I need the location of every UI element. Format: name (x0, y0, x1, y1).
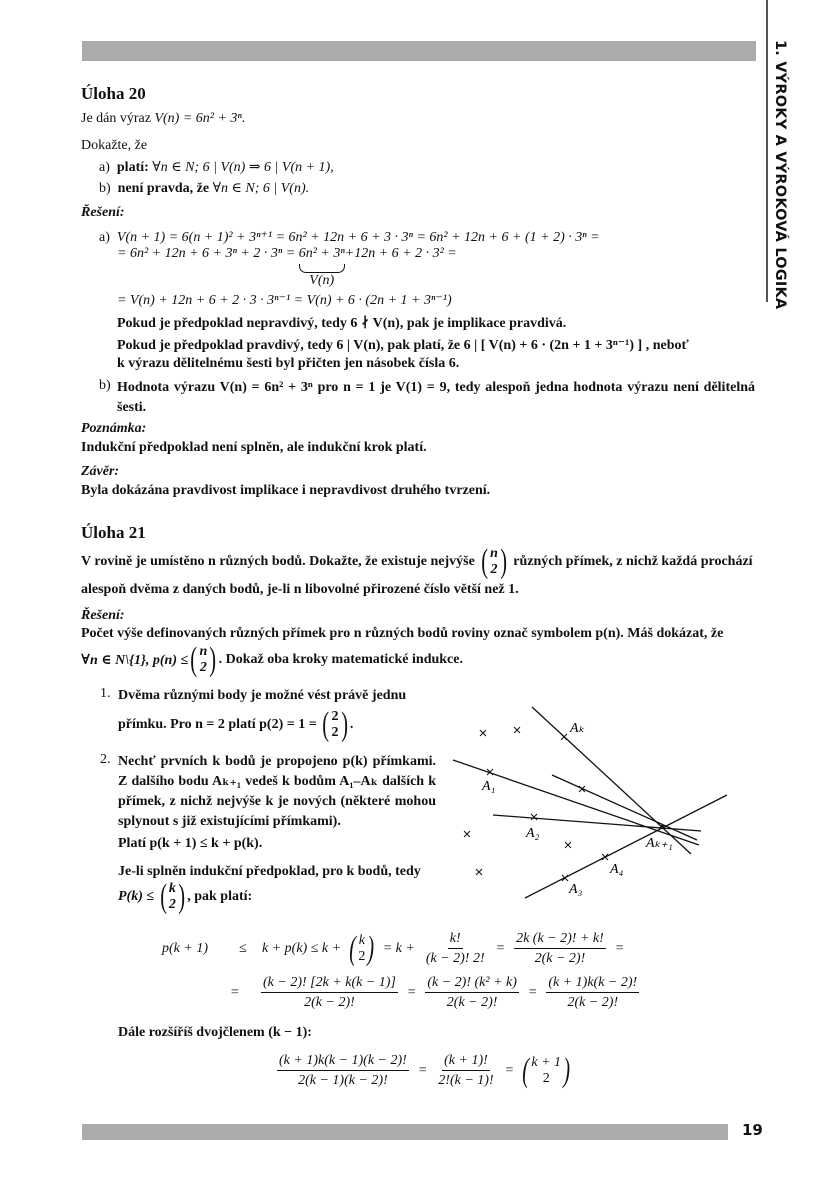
binom-top: k + 1 (531, 1054, 562, 1070)
numerator: (k − 2)! (k² + k) (425, 974, 519, 993)
item-text: není pravda, že (117, 181, 213, 196)
step1-text: Dvěma různými body je možné vést právě jednu přímku. Pro n = 2 platí p(2) = 1 = ( 2 2 ) . (118, 688, 407, 743)
derivation-lhs: p(k + 1) (162, 940, 208, 956)
binomial: ( 2 2 ) (322, 706, 348, 743)
intro-expr: V(n) = 6n² + 3ⁿ. (154, 111, 246, 126)
prove-label: Dokažte, že (81, 138, 148, 153)
equals: = (527, 984, 538, 1000)
numerator: (k + 1)! (442, 1052, 490, 1071)
line-A2 (493, 815, 701, 831)
statement-part: různých přímek, z nichž každá prochází (513, 554, 753, 569)
item-expr: ∀n ∈ N; 6 | V(n). (212, 181, 310, 196)
binomial: ( n 2 ) (190, 641, 217, 678)
page-number: 19 (742, 1121, 763, 1139)
label-A1: A₁ (482, 779, 496, 794)
item-expr: ∀n ∈ N; 6 | V(n) ⇒ 6 | V(n + 1), (152, 160, 334, 175)
fraction (424, 930, 487, 967)
fraction (425, 974, 519, 1011)
solution-intro-2 (81, 643, 463, 677)
numerator: 2k (k − 2)! + k! (514, 930, 606, 949)
step-number: 1. (100, 686, 111, 701)
solution-b-text: Hodnota výrazu V(n) = 6n² + 3ⁿ pro n = 1 je V(1) = 9, tedy alespoň jedna hodnota výrazu není dělitelná šesti. (117, 380, 755, 415)
solution-b (99, 378, 755, 418)
equals: = (504, 1062, 515, 1078)
hyp-text: , pak platí: (187, 889, 253, 904)
solution-a-line1 (99, 229, 600, 246)
solution-intro-1: Počet výše definovaných různých přímek pro n různých bodů roviny označ symbolem p(n). Máš dokázat, že (81, 626, 724, 641)
equation-line: V(n + 1) = 6(n + 1)² + 3ⁿ⁺¹ = 6n² + 12n + 6 + 3 · 3ⁿ = 6n² + 12n + 6 + (1 + 2) · 3ⁿ = (116, 230, 600, 245)
denominator: 2(k − 2)! (534, 951, 586, 966)
chapter-title: 1. VÝROKY A VÝROKOVÁ LOGIKA (772, 40, 788, 310)
step2 (100, 752, 436, 832)
side-rule (766, 0, 768, 302)
case-true-1: Pokud je předpoklad pravdivý, tedy 6 | V(n), pak platí, že 6 | [ V(n) + 6 · (2n + 1 + 3ⁿ⁻¹) ] , neboť (117, 338, 689, 353)
label-A4: A₄ (610, 862, 624, 877)
task20-title: Úloha 20 (81, 84, 146, 103)
point-cross-icon (514, 727, 520, 733)
case-true-2: k výrazu dělitelnému šesti byl přičten jen násobek čísla 6. (117, 356, 460, 371)
binom-top: k (168, 881, 176, 896)
solution-a-label: a) (99, 230, 110, 245)
braced-expr: 6n² + 3ⁿ (298, 246, 345, 261)
step2-text: Nechť prvních k bodů je propojeno p(k) přímkami. Z dalšího bodu Aₖ₊₁ vedeš k bodům A₁–Aₖ dalších k přímek, z nichž nejvýše k je nových (některé mohou splynout s již existujícími přímkami). (118, 754, 436, 829)
hyp-expr: P(k) ≤ (118, 889, 155, 904)
step2-hypothesis-2 (118, 880, 252, 914)
item-label: b) (99, 181, 111, 196)
fraction (514, 930, 606, 967)
binomial: ( k + 1 2 ) (522, 1051, 571, 1089)
equals: = (614, 940, 625, 956)
binom-bottom: 2 (542, 1070, 550, 1086)
binom-top: n (199, 644, 208, 659)
task20-intro (81, 111, 245, 127)
step1-line2: přímku. Pro n = 2 platí p(2) = 1 = (118, 717, 317, 732)
equals: = (417, 1062, 428, 1078)
binom-top: k (358, 932, 365, 948)
step1-line1: Dvěma různými body je možné vést právě jednu (118, 688, 407, 703)
binom-bottom: 2 (490, 562, 498, 577)
footer-bar (82, 1124, 728, 1140)
binom-top: 2 (331, 709, 339, 724)
fraction (261, 974, 398, 1011)
intro-expr: ∀n ∈ N\{1}, p(n) ≤ (81, 652, 189, 668)
point-cross-icon (602, 854, 608, 860)
denominator: 2(k − 2)! (567, 995, 619, 1010)
solution-a-line3: = V(n) + 12n + 6 + 2 · 3 · 3ⁿ⁻¹ = V(n) + 6 · (2n + 1 + 3ⁿ⁻¹) (117, 293, 452, 308)
conclusion-text: Byla dokázána pravdivost implikace i nepravdivost druhého tvrzení. (81, 483, 491, 498)
note-text: Indukční předpoklad není splněn, ale indukční krok platí. (81, 440, 427, 455)
derivation-part: = k + (382, 940, 415, 956)
point-cross-icon (565, 842, 571, 848)
point-cross-icon (464, 831, 470, 837)
brace-label: V(n) (309, 273, 335, 288)
point-markers (464, 727, 608, 881)
numerator: k! (448, 930, 463, 949)
equation-part: = 6n² + 12n + 6 + 3ⁿ + 2 · 3ⁿ = (117, 246, 299, 261)
task21-solution-label: Řešení: (81, 608, 125, 623)
derivation-part: k + p(k) ≤ k + (262, 940, 342, 956)
intro-text: . Dokaž oba kroky matematické indukce. (218, 652, 463, 667)
binom-top: n (490, 546, 498, 561)
numerator: (k + 1)k(k − 1)(k − 2)! (277, 1052, 409, 1071)
item-text: platí: (116, 160, 153, 175)
fraction (436, 1052, 495, 1089)
point-cross-icon (561, 734, 567, 740)
task21-title: Úloha 21 (81, 523, 146, 542)
binom-bottom: 2 (168, 897, 176, 912)
fraction (546, 974, 639, 1011)
point-cross-icon (531, 814, 537, 820)
denominator: 2(k − 2)! (446, 995, 498, 1010)
step-number: 2. (100, 752, 111, 767)
conclusion-label: Závěr: (81, 464, 120, 479)
label-A2: A₂ (526, 826, 540, 841)
line-mid (552, 775, 697, 840)
binom-bottom: 2 (199, 660, 207, 675)
task21-statement (81, 545, 753, 579)
task21-statement-3: alespoň dvěma z daných bodů, je-li n libovolné přirozené číslo větší než 1. (81, 582, 519, 597)
label-Ak: Aₖ (570, 721, 585, 736)
derivation-row2 (230, 974, 642, 1011)
point-cross-icon (480, 730, 486, 736)
task20-item-b (99, 180, 309, 197)
case-false: Pokud je předpoklad nepravdivý, tedy 6 ∤ V(n), pak je implikace pravdivá. (117, 316, 567, 331)
denominator: 2(k − 2)! (304, 995, 355, 1010)
derivation-rel: ≤ (239, 940, 247, 956)
note-label: Poznámka: (81, 421, 147, 436)
task20-item-a (99, 159, 334, 176)
equals: = (230, 984, 240, 1000)
line-A3 (525, 795, 727, 898)
binomial: ( k 2 ) (349, 929, 375, 967)
point-Ak1 (660, 825, 664, 829)
final-row (274, 1052, 572, 1089)
derivation-row1 (162, 930, 624, 967)
lines-diagram (440, 690, 740, 910)
binom-bottom: 2 (331, 725, 339, 740)
label-A3: A₃ (569, 882, 583, 897)
denominator: 2(k − 1)(k − 2)! (298, 1073, 388, 1088)
step1 (100, 686, 436, 742)
intro-text: Je dán výraz (81, 111, 155, 126)
point-cross-icon (476, 869, 482, 875)
header-bar (82, 41, 756, 61)
fraction (277, 1052, 409, 1089)
solution-b-label: b) (99, 378, 111, 393)
binomial: ( n 2 ) (481, 543, 507, 580)
step2-inequality: Platí p(k + 1) ≤ k + p(k). (118, 836, 263, 851)
binomial: ( k 2 ) (159, 878, 185, 915)
item-label: a) (99, 160, 110, 175)
denominator: (k − 2)! 2! (425, 951, 485, 966)
task20-solution-label: Řešení: (81, 205, 125, 220)
equation-part: +12n + 6 + 2 · 3² = (344, 246, 457, 261)
line-Ak (532, 707, 691, 854)
solution-a-line2 (117, 246, 457, 288)
underbrace (298, 246, 345, 288)
equals: = (406, 984, 417, 1000)
underbrace-icon (299, 264, 345, 273)
label-Ak1: Aₖ₊₁ (646, 836, 673, 851)
denominator: 2!(k − 1)! (438, 1073, 494, 1088)
numerator: (k − 2)! [2k + k(k − 1)] (261, 974, 398, 993)
step2-hypothesis-1: Je-li splněn indukční předpoklad, pro k bodů, tedy (118, 864, 421, 879)
numerator: (k + 1)k(k − 2)! (546, 974, 639, 993)
equals: = (495, 940, 506, 956)
extend-text: Dále rozšíříš dvojčlenem (k − 1): (118, 1025, 312, 1040)
statement-part: V rovině je umístěno n různých bodů. Dokažte, že existuje nejvýše (81, 554, 475, 569)
binom-bottom: 2 (358, 948, 366, 964)
